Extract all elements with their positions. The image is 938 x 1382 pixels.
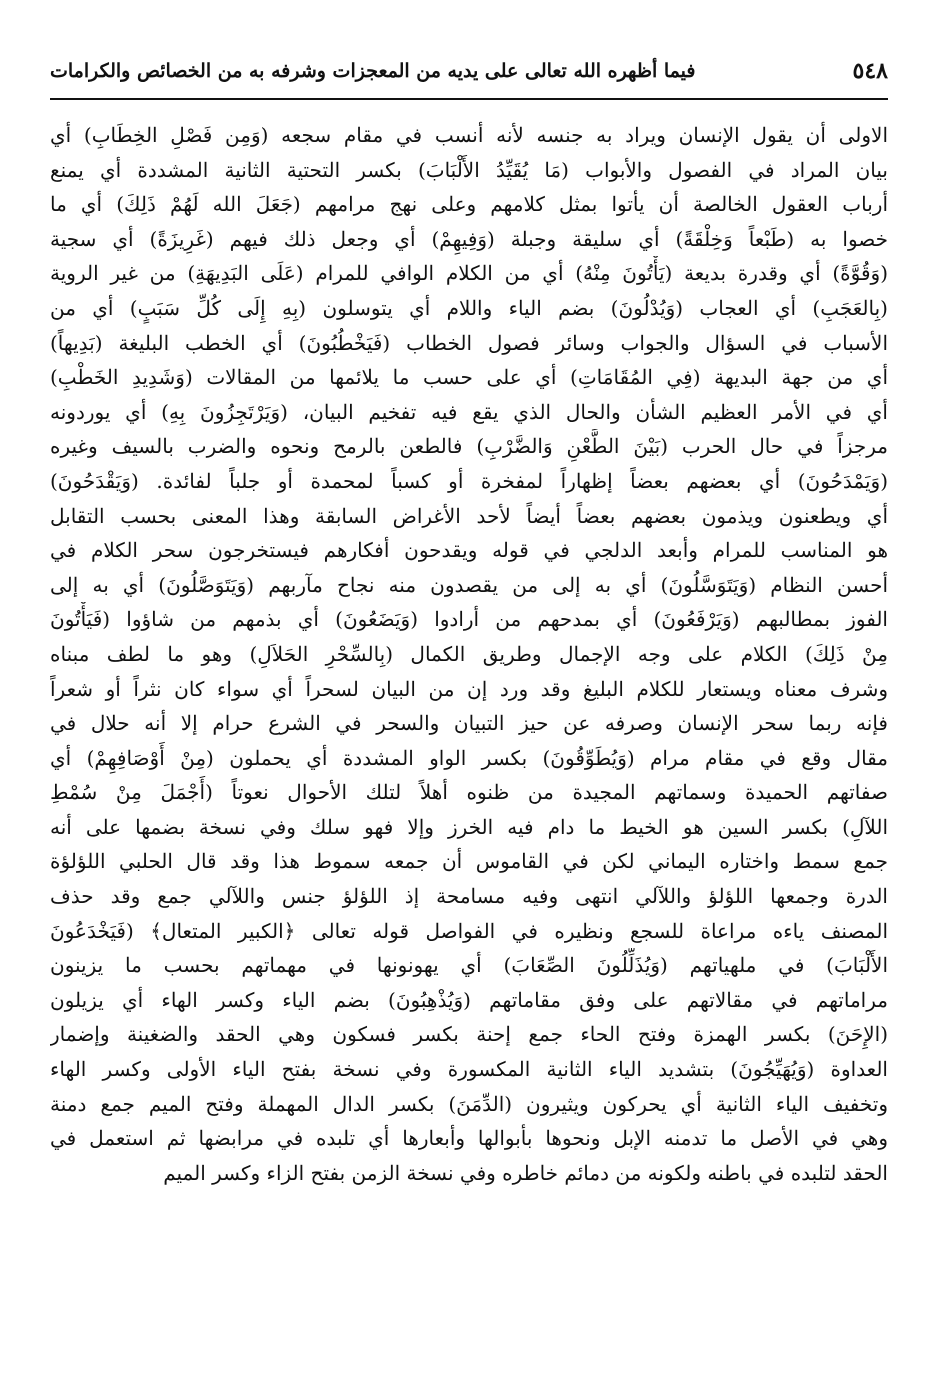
- page-header: [50, 48, 888, 100]
- text-line: الأَلْبَابَ) في ملهياتهم (وَيُذَلِّلُونَ الصِّعَابَ) أي يهونونها في مهماتهم بحسب ما يزينون: [50, 953, 888, 978]
- text-line: وهي في الأصل ما تدمنه الإبل ونحوها بأبوالها وأبعارها أي تلبده في مرابضها ثم استعمل في: [50, 1126, 888, 1151]
- text-line: أي في الأمر العظيم الشأن والحال الذي يقع فيه تفخيم البيان، (وَيَرْتَجِزُونَ بِهِ) أي يوردونه: [50, 399, 888, 424]
- header-rule: [50, 98, 888, 100]
- text-line: هو المناسب للمرام وأبعد الدلجي في قوله ويقدحون أفكارهم فيستخرجون سحر الكلام في: [50, 538, 888, 563]
- text-line: الأسباب في السؤال والجواب وسائر فصول الخطاب (فَيَخْطُبُونَ) أي الخطب البليغة (بَدِيهاً): [50, 330, 888, 355]
- text-line: الحقد لتلبده في باطنه ولكونه من دمائم خاطره وفي نسخة الزمن بفتح الزاء وكسر الميم: [163, 1160, 888, 1185]
- text-line: مرجزاً في حال الحرب (بَيْنَ الطَّعْنِ وَالضَّرْبِ) فالطعن بالرمح ونحوه والضرب بالسيف وغيره: [50, 434, 888, 459]
- text-line: جمع سمط واختاره اليماني لكن في القاموس أن جمعه سموط هذا وقد قال الحلبي اللؤلؤة: [50, 849, 888, 874]
- text-line: خصوا به (طَبْعاً وَخِلْقَةً) أي سليقة وجبلة (وَفِيهِمْ) أي وجعل ذلك فيهم (غَرِيزَةً) أي سجية: [50, 226, 888, 251]
- text-line: اللآلِ) بكسر السين هو الخيط ما دام فيه الخرز وإلا فهو سلك وفي نسخة بضمها على أنه: [50, 814, 888, 839]
- text-line: الاولى أن يقول الإنسان ويراد به جنسه لأنه أنسب في مقام سجعه (وَمِن فَصْلِ الخِطَابِ) أي: [50, 123, 888, 147]
- text-line: (وَقُوَّةً) أي وقدرة بديعة (يَأْتُونَ مِنْهُ) أي من الكلام الوافي للمرام (عَلَى البَدِيهَةِ) من غير الروية: [50, 261, 888, 286]
- text-line: مقال وقع في مقام مرام (وَيُطَوِّقُونَ) بكسر الواو المشددة أي يحملون (مِنْ أَوْصَافِهِمْ) أي: [50, 745, 888, 770]
- text-line: الدرة وجمعها اللؤلؤ واللآلي انتهى وفيه مسامحة إذ اللؤلؤ جنس واللآلي جمع وقد حذف: [50, 884, 888, 909]
- text-line: المصنف ياءه مراعاة للسجع ونظيره في الفواصل قوله تعالى ﴿الكبير المتعال﴾ (فَيَخْدَعُونَ: [50, 918, 888, 943]
- text-line: (الإِحَنَ) بكسر الهمزة وفتح الحاء جمع إحنة بكسر فسكون وهي الحقد والضغينة وإضمار: [50, 1022, 888, 1047]
- text-line: بيان المراد في الفصول والأبواب (مَا يُقَيِّدُ الأَلْبَابَ) بكسر التحتية الثانية المشددة أي يمنع: [50, 157, 888, 182]
- text-line: وشرف معناه ويستعار للكلام البليغ وقد ورد إن من البيان لسحراً أي سواء كان نثراً أو شعراً: [50, 676, 888, 701]
- running-title: فيما أظهره الله تعالى على يديه من المعجزات وشرفه به من الخصائص والكرامات: [50, 60, 696, 82]
- page-number: ٥٤٨: [852, 58, 888, 84]
- text-line: أرباب العقول الخالصة أن يأتوا بمثل كلامهم وعلى نهج مرامهم (جَعَلَ الله لَهُمْ ذَلِكَ) أي ما: [50, 192, 888, 217]
- text-line: مِنْ ذَلِكَ) الكلام على وجه الإجمال وطريق الكمال (بِالسِّحْرِ الحَلاَلِ) وهو ما لطف مبناه: [50, 641, 888, 666]
- text-line: أي من جهة البديهة (فِي المُقَامَاتِ) أي على حسب ما يلائمها من المقالات (وَشَدِيدِ الخَطْبِ): [50, 365, 888, 390]
- text-line: فإنه ربما سحر الإنسان وصرفه عن حيز التبيان والسحر في الشرع حرام إلا أنه حلال في: [50, 711, 888, 736]
- text-line: أي ويطعنون ويذمون بعضهم بعضاً أيضاً لأحد الأغراض السابقة وهذا المعنى بحسب التقابل: [50, 503, 888, 528]
- text-line: (وَيَمْدَحُونَ) أي بعضهم بعضاً إظهاراً لمفخرة أو كسباً لمحمدة أو جلباً لفائدة. (وَيَقْدَحُونَ): [50, 468, 888, 493]
- text-line: صفاتهم الحميدة وسماتهم المجيدة من ظنوه أهلاً لتلك الأحوال نعوتاً (أَجْمَلَ مِنْ سُمْطِ: [50, 780, 888, 805]
- body-text: [50, 118, 888, 1190]
- text-line: وتخفيف الياء الثانية أي يحركون ويثيرون (الدِّمَنَ) بكسر الدال المهملة وفتح الميم جمع دمنة: [50, 1091, 888, 1116]
- text-line: الفوز بمطالبهم (وَيَرْفَعُونَ) أي بمدحهم من أرادوا (وَيَضَعُونَ) أي بذمهم من شاؤوا (فَيَأْتُونَ: [50, 607, 888, 632]
- text-line: مراماتهم في مقالاتهم على وفق مقاماتهم (وَيُذْهِبُونَ) بضم الياء وكسر الهاء أي يزيلون: [50, 987, 888, 1012]
- text-line: (بِالعَجَبِ) أي العجاب (وَيُدْلُونَ) بضم الياء واللام أي يتوسلون (بِهِ إِلَى كُلِّ سَبَبٍ) أي من: [50, 295, 888, 320]
- text-line: العداوة (وَيُهَيِّجُونَ) بتشديد الياء الثانية المكسورة وفي نسخة بفتح الياء الأولى وكسر الهاء: [50, 1057, 888, 1082]
- text-line: أحسن النظام (وَيَتَوَسَّلُونَ) أي به إلى من يقصدون منه نجاح مآربهم (وَيَتَوَصَّلُونَ) أي به إلى: [50, 572, 888, 597]
